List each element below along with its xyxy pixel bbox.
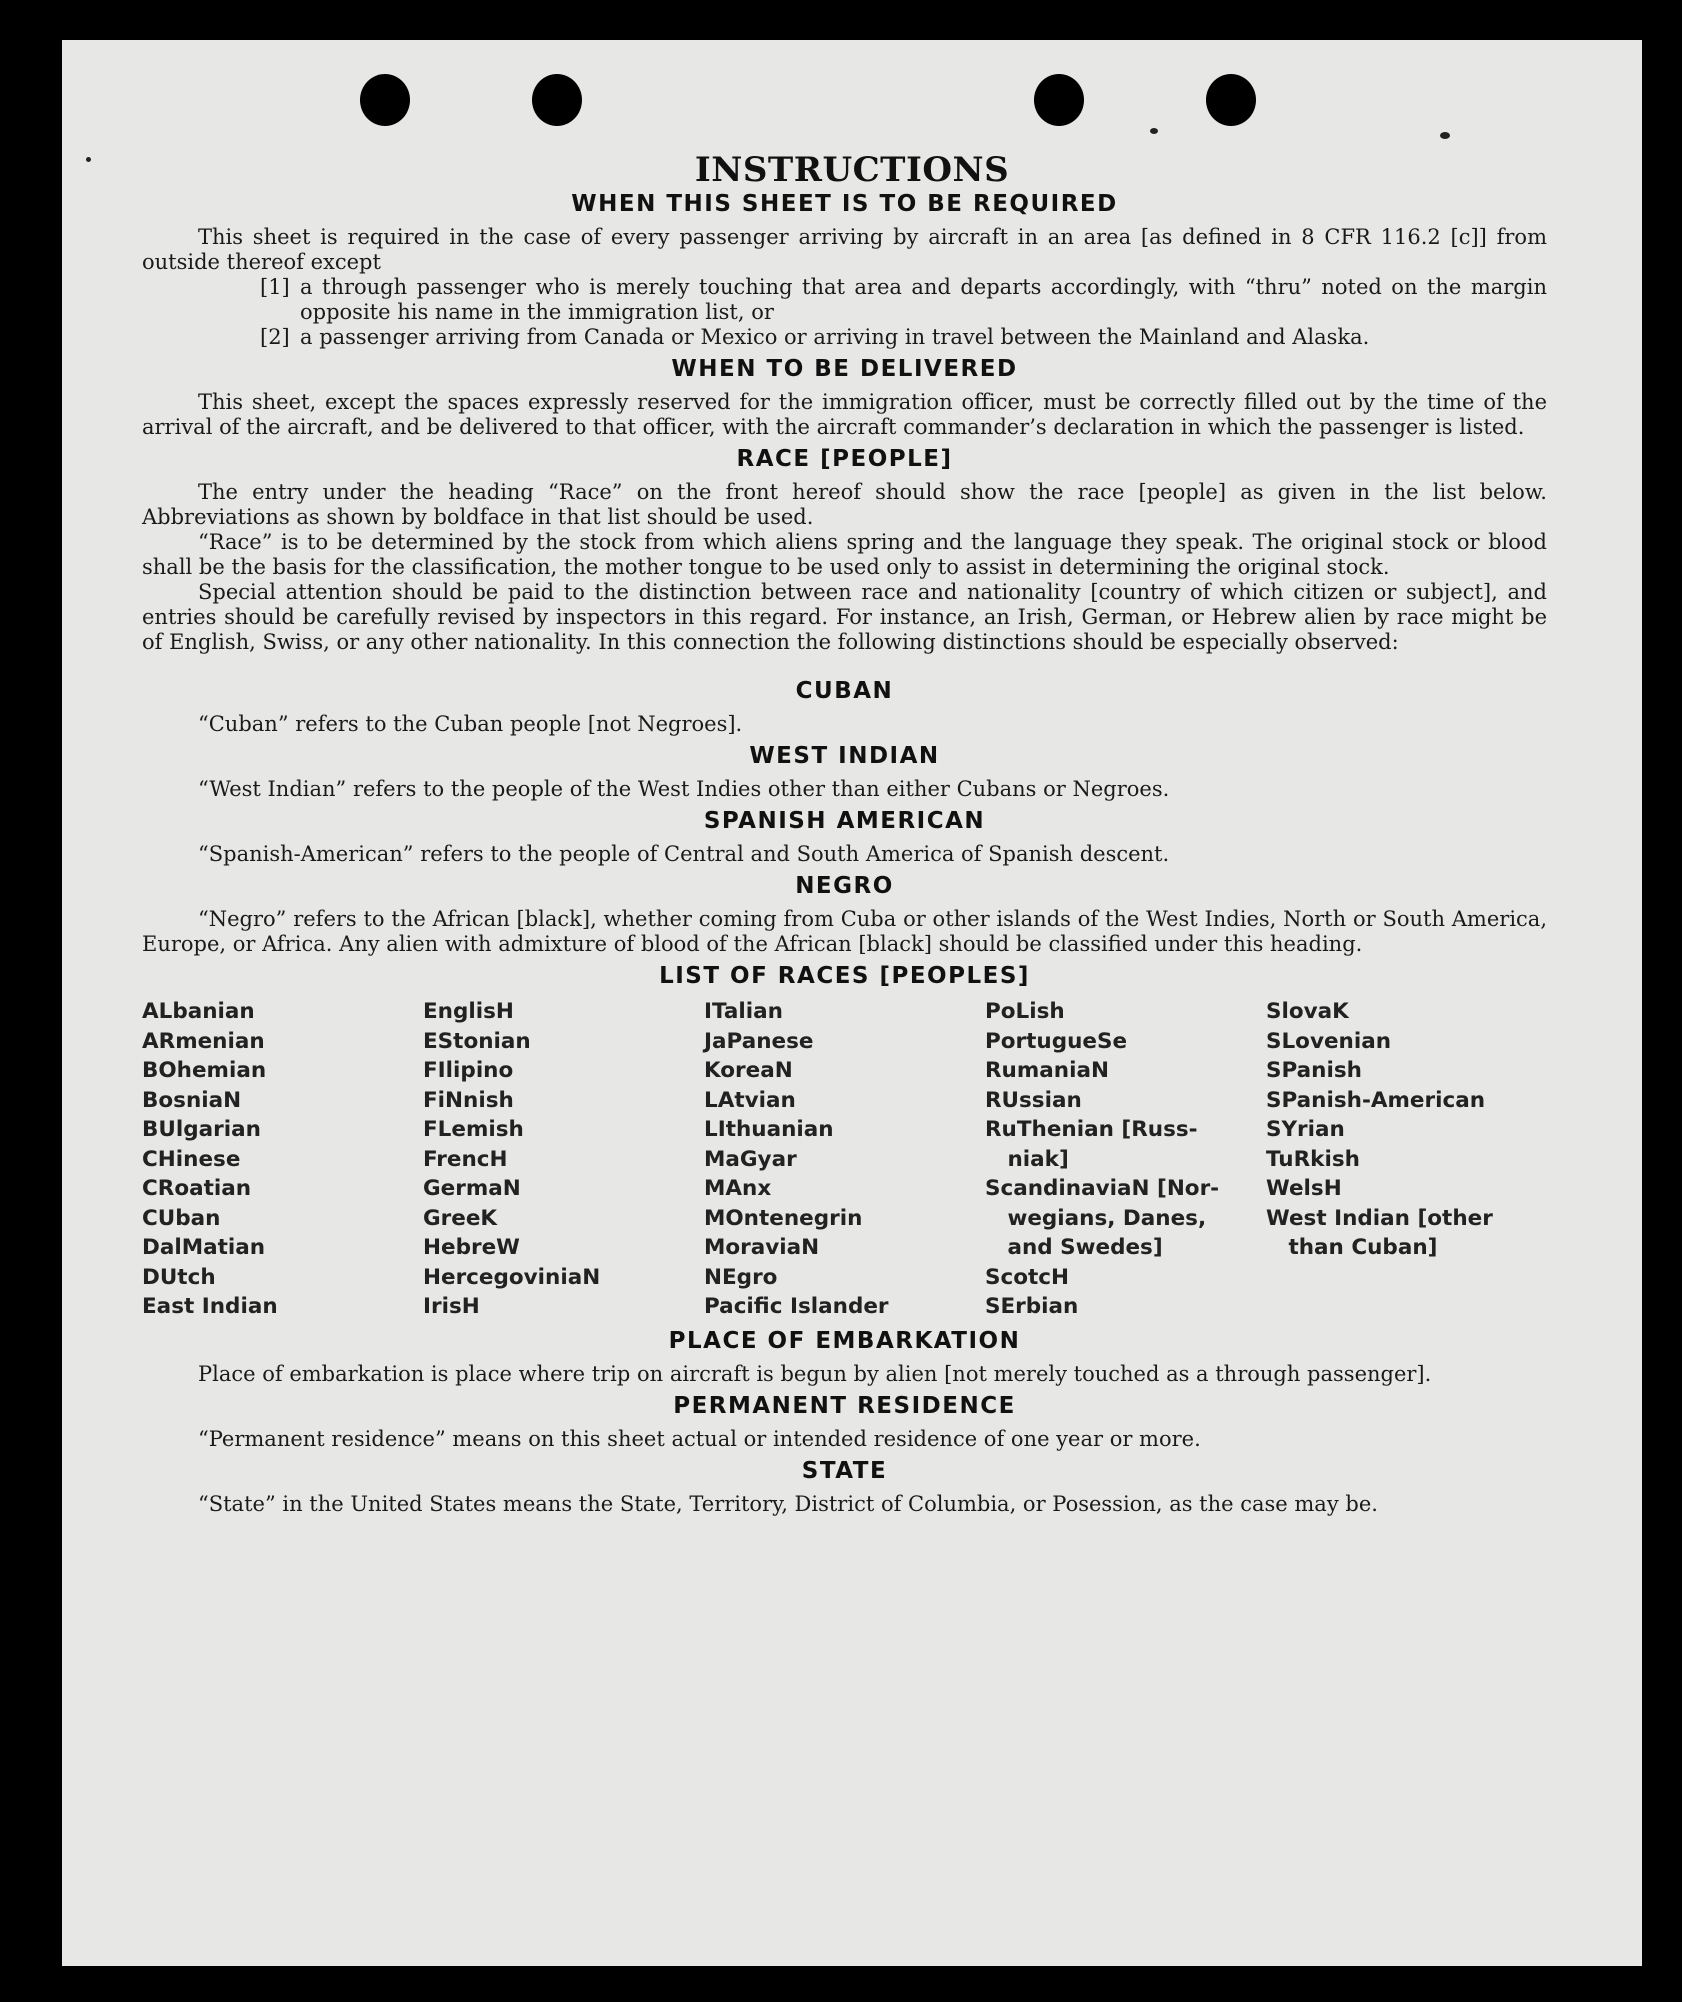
residence-text: “Permanent residence” means on this sheet actual or intended residence of one year or more. [198, 1426, 1201, 1451]
heading-state: STATE [801, 1457, 888, 1484]
race-entry: ScandinaviaN [Nor- [985, 1176, 1220, 1201]
race-entry: East Indian [142, 1294, 278, 1319]
race-entry: TuRkish [1266, 1146, 1360, 1172]
race-entry: BosniaN [142, 1087, 242, 1113]
required-intro: This sheet is required in the case of every passenger arriving by aircraft in an area [as defined in 8 CFR 116.2 [c]] from outside thereof except [142, 225, 1547, 274]
exception-item [260, 275, 1547, 325]
race-entry: FIlipino [423, 1058, 514, 1083]
race-entry: FiNnish [423, 1087, 514, 1113]
race-column [1266, 997, 1547, 1322]
race-list [142, 997, 1547, 1322]
heading-required: WHEN THIS SHEET IS TO BE REQUIRED [571, 191, 1118, 217]
race-entry: SYrian [1266, 1117, 1345, 1142]
race-entry: than Cuban] [1266, 1235, 1438, 1260]
race-entry: WelsH [1266, 1176, 1342, 1201]
race-entry: MaGyar [704, 1146, 797, 1172]
heading-spanish-american: SPANISH AMERICAN [703, 808, 986, 834]
punch-hole [1034, 74, 1084, 126]
race-entry: FrencH [423, 1146, 508, 1172]
race-entry: West Indian [other [1266, 1205, 1493, 1231]
instructions-body [142, 192, 1547, 1517]
race-entry: ScotcH [985, 1264, 1070, 1290]
exception-text: a passenger arriving from Canada or Mexico or arriving in travel between the Mainland and Alaska. [300, 325, 1370, 349]
race-entry: CRoatian [142, 1176, 252, 1201]
race-entry: NEgro [704, 1264, 778, 1290]
race-entry: SPanish [1266, 1058, 1362, 1083]
race-entry: CUban [142, 1205, 221, 1231]
race-entry: SPanish-American [1266, 1087, 1486, 1113]
race-column [142, 997, 423, 1322]
race-column [704, 997, 985, 1322]
race-entry: MoraviaN [704, 1235, 820, 1260]
punch-hole [360, 74, 410, 126]
race-paragraph: Special attention should be paid to the distinction between race and nationality [country of which citizen or subject], and entries should be carefully revised by inspectors in this regard. For instance, an Irish, German, or Hebrew alien by race might be of English, Swiss, or any other nationality. In this connection the following distinctions should be especially observed: [142, 580, 1547, 654]
race-entry: MOntenegrin [704, 1205, 863, 1231]
heading-embarkation: PLACE OF EMBARKATION [668, 1327, 1021, 1354]
race-entry: BUlgarian [142, 1117, 261, 1142]
cuban-text: “Cuban” refers to the Cuban people [not Negroes]. [198, 712, 743, 736]
race-column [423, 997, 704, 1322]
punch-hole [532, 74, 582, 126]
race-paragraph: “Race” is to be determined by the stock from which aliens spring and the language they speak. The original stock or blood shall be the basis for the classification, the mother tongue to be used only to assist in determining the original stock. [142, 530, 1547, 579]
race-entry: FLemish [423, 1117, 524, 1142]
race-entry: LIthuanian [704, 1117, 834, 1142]
race-entry: DUtch [142, 1264, 216, 1290]
race-entry: ITalian [704, 999, 783, 1024]
race-entry: GreeK [423, 1205, 498, 1231]
race-entry: wegians, Danes, [985, 1205, 1207, 1231]
heading-cuban: CUBAN [795, 678, 894, 704]
race-entry: LAtvian [704, 1087, 796, 1113]
west-indian-text: “West Indian” refers to the people of the West Indies other than either Cubans or Negroes. [198, 777, 1170, 801]
race-entry: DalMatian [142, 1235, 266, 1260]
race-entry: BOhemian [142, 1058, 267, 1083]
heading-delivered: WHEN TO BE DELIVERED [671, 356, 1018, 382]
race-entry: KoreaN [704, 1058, 793, 1083]
race-entry: MAnx [704, 1176, 772, 1201]
race-entry: EStonian [423, 1028, 531, 1054]
exception-item [260, 325, 1547, 350]
race-entry: and Swedes] [985, 1235, 1163, 1260]
race-entry: Pacific Islander [704, 1294, 889, 1319]
race-entry: EnglisH [423, 999, 514, 1024]
race-paragraph: The entry under the heading “Race” on the front hereof should show the race [people] as given in the list below. Abbreviations as shown by boldface in that list should be used. [142, 480, 1547, 529]
race-entry: IrisH [423, 1294, 480, 1319]
race-entry: RuThenian [Russ- [985, 1117, 1198, 1142]
race-entry: RumaniaN [985, 1058, 1109, 1083]
race-entry: SErbian [985, 1294, 1079, 1319]
race-entry: JaPanese [704, 1028, 814, 1054]
ink-speck [1150, 128, 1158, 134]
exception-text: a through passenger who is merely touching that area and departs accordingly, with “thru” noted on the margin opposite his name in the immigration list, or [300, 275, 1547, 324]
embarkation-text: Place of embarkation is place where trip on aircraft is begun by alien [not merely touched as a through passenger]. [198, 1361, 1432, 1386]
race-entry: niak] [985, 1146, 1069, 1172]
heading-list-of-races: LIST OF RACES [PEOPLES] [659, 963, 1030, 989]
race-column [985, 997, 1266, 1322]
exception-number: [2] [260, 325, 290, 349]
spanish-american-text: “Spanish-American” refers to the people of Central and South America of Spanish descent. [198, 842, 1170, 866]
exception-number: [1] [260, 275, 290, 299]
race-entry: HebreW [423, 1235, 520, 1260]
heading-residence: PERMANENT RESIDENCE [673, 1392, 1016, 1419]
heading-west-indian: WEST INDIAN [749, 743, 940, 769]
state-text: “State” in the United States means the State, Territory, District of Columbia, or Posession, as the case may be. [198, 1491, 1378, 1516]
race-entry: CHinese [142, 1146, 241, 1172]
race-entry: PoLish [985, 999, 1065, 1024]
punch-hole [1206, 74, 1256, 126]
race-entry: ARmenian [142, 1028, 265, 1054]
race-entry: RUssian [985, 1087, 1082, 1113]
heading-negro: NEGRO [795, 873, 894, 899]
negro-text: “Negro” refers to the African [black], whether coming from Cuba or other islands of the West Indies, North or South America, Europe, or Africa. Any alien with admixture of blood of the African [black] should be classified under this heading. [142, 907, 1547, 956]
race-entry: HercegoviniaN [423, 1264, 601, 1290]
race-entry: ALbanian [142, 999, 255, 1024]
page-title: INSTRUCTIONS [694, 150, 1010, 190]
race-entry: PortugueSe [985, 1028, 1128, 1054]
race-entry: SlovaK [1266, 999, 1349, 1024]
race-entry: SLovenian [1266, 1028, 1392, 1054]
delivered-text: This sheet, except the spaces expressly reserved for the immigration officer, must be correctly filled out by the time of the arrival of the aircraft, and be delivered to that officer, with the aircraft commander’s declaration in which the passenger is listed. [142, 390, 1547, 439]
heading-race: RACE [PEOPLE] [736, 446, 953, 472]
document-page [62, 40, 1642, 1966]
ink-speck [1440, 132, 1450, 139]
race-entry: GermaN [423, 1176, 521, 1201]
